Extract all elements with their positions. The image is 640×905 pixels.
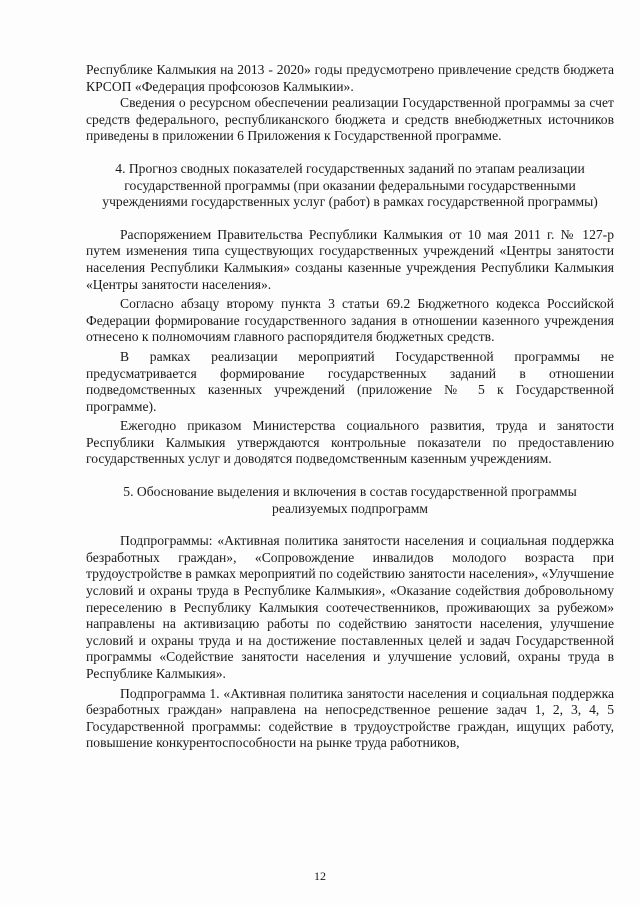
paragraph-continuation: Республике Калмыкия на 2013 - 2020» годы предусмотрено привлечение средств бюджета КРСОП «Федерация профсоюзов Калмыкии». <box>86 62 614 94</box>
document-body <box>86 62 614 752</box>
section-5-heading: 5. Обоснование выделения и включения в состав государственной программы реализуемых подпрограмм <box>123 484 577 516</box>
section-4-paragraph: Распоряжением Правительства Республики Калмыкия от 10 мая 2011 г. № 127-р путем изменения типа существующих государственных учреждений «Центры занятости населения Республики Калмыкия» созданы казенные учреждения Республики Калмыкия «Центры занятости населения». <box>86 226 614 292</box>
section-5-paragraph: Подпрограммы: «Активная политика занятости населения и социальная поддержка безработных граждан», «Сопровождение инвалидов молодого возраста при трудоустройстве в рамках мероприятий по содействию занятости населения», «Улучшение условий и охраны труда в Республике Калмыкия», «Оказание содействия добровольному переселению в Республику Калмыкия соотечественников, проживающих за рубежом» направлены на активизацию работы по содействию занятости населения, улучшение условий и охраны труда и на достижение поставленных целей и задач Государственной программы «Содействие занятости населения и улучшение условий, охраны труда в Республике Калмыкия». <box>86 533 614 681</box>
section-4-paragraph: Ежегодно приказом Министерства социального развития, труда и занятости Республики Калмыкия утверждаются контрольные показатели по предоставлению государственных услуг и доводятся подведомственным казенным учреждениям. <box>86 418 614 467</box>
section-4-heading: 4. Прогноз сводных показателей государственных заданий по этапам реализации государственной программы (при оказании федеральными государственными учреждениями государственных услуг (работ) в рамках государственной программы) <box>102 160 598 210</box>
paragraph-resources: Сведения о ресурсном обеспечении реализации Государственной программы за счет средств федерального, республиканского бюджета и средств внебюджетных источников приведены в приложении 6 Приложения к Государственной программе. <box>86 95 614 144</box>
section-4-paragraph: В рамках реализации мероприятий Государственной программы не предусматривается формирование государственных заданий в отношении подведомственных казенных учреждений (приложение № 5 к Государственной программе). <box>86 348 614 414</box>
page-number: 12 <box>314 869 326 883</box>
section-4-paragraph: Согласно абзацу второму пункта 3 статьи 69.2 Бюджетного кодекса Российской Федерации формирование государственного задания в отношении казенного учреждения отнесено к полномочиям главного распорядителя бюджетных средств. <box>86 296 614 345</box>
section-5-paragraph: Подпрограмма 1. «Активная политика занятости населения и социальная поддержка безработных граждан» направлена на непосредственное решение задач 1, 2, 3, 4, 5 Государственной программы: содействие в трудоустройстве граждан, ищущих работу, повышение конкурентоспособности на рынке труда работников, <box>86 685 614 751</box>
